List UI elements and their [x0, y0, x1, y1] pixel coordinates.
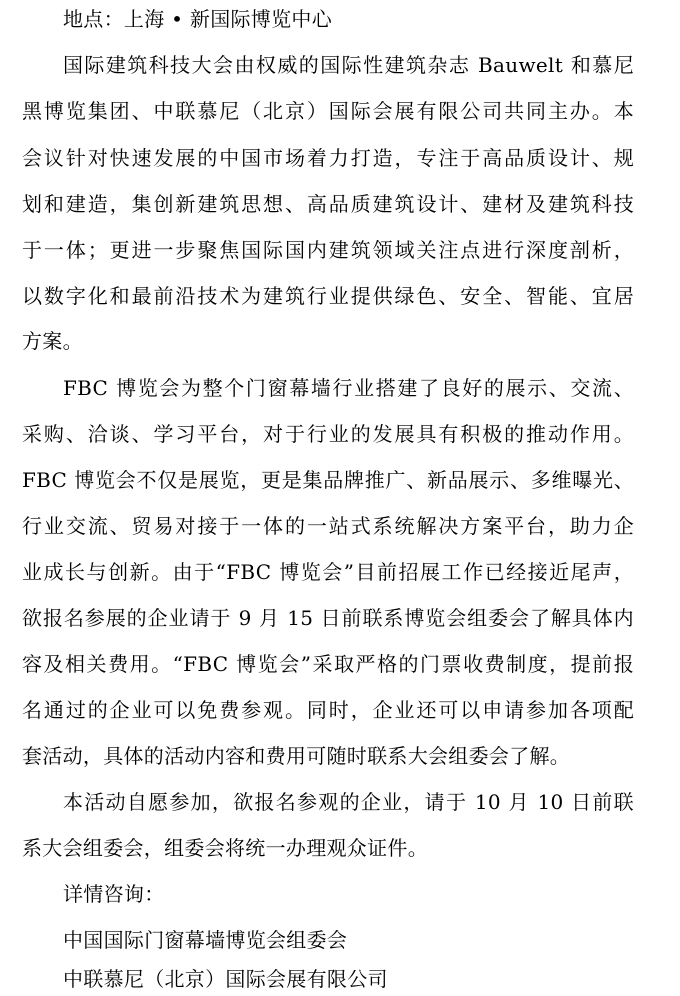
paragraph-line: 会议针对快速发展的中国市场着力打造，专注于高品质设计、规: [22, 146, 634, 170]
contact-heading: 详情咨询：: [63, 882, 165, 906]
paragraph-line: 套活动，具体的活动内容和费用可随时联系大会组委会了解。: [22, 744, 571, 768]
paragraph-line: 国际建筑科技大会由权威的国际性建筑杂志 Bauwelt 和慕尼: [63, 53, 634, 77]
paragraph-line: 容及相关费用。“FBC 博览会”采取严格的门票收费制度，提前报: [22, 652, 634, 676]
paragraph-line: 系大会组委会，组委会将统一办理观众证件。: [22, 836, 428, 860]
paragraph-line: 名通过的企业可以免费参观。同时，企业还可以申请参加各项配: [22, 698, 634, 722]
paragraph-line: FBC 博览会为整个门窗幕墙行业搭建了良好的展示、交流、: [63, 376, 634, 400]
contact-org-committee: 中国国际门窗幕墙博览会组委会: [63, 928, 348, 952]
paragraph-line: 于一体；更进一步聚焦国际国内建筑领域关注点进行深度剖析，: [22, 238, 634, 262]
paragraph-line: 采购、洽谈、学习平台，对于行业的发展具有积极的推动作用。: [22, 422, 634, 446]
paragraph-line: 划和建造，集创新建筑思想、高品质建筑设计、建材及建筑科技: [22, 192, 634, 216]
contact-org-company: 中联慕尼（北京）国际会展有限公司: [63, 967, 388, 991]
paragraph-line: 本活动自愿参加，欲报名参观的企业，请于 10 月 10 日前联: [63, 790, 634, 814]
paragraph-line: 以数字化和最前沿技术为建筑行业提供绿色、安全、智能、宜居: [22, 284, 634, 308]
paragraph-line: FBC 博览会不仅是展览，更是集品牌推广、新品展示、多维曝光、: [22, 468, 634, 492]
paragraph-line: 业成长与创新。由于“FBC 博览会”目前招展工作已经接近尾声，: [22, 560, 634, 584]
paragraph-line: 行业交流、贸易对接于一体的一站式系统解决方案平台，助力企: [22, 514, 634, 538]
location-line: 地点：上海 • 新国际博览中心: [63, 7, 333, 31]
paragraph-line: 方案。: [22, 329, 83, 353]
paragraph-line: 黑博览集团、中联慕尼（北京）国际会展有限公司共同主办。本: [22, 99, 634, 123]
paragraph-line: 欲报名参展的企业请于 9 月 15 日前联系博览会组委会了解具体内: [22, 606, 634, 630]
